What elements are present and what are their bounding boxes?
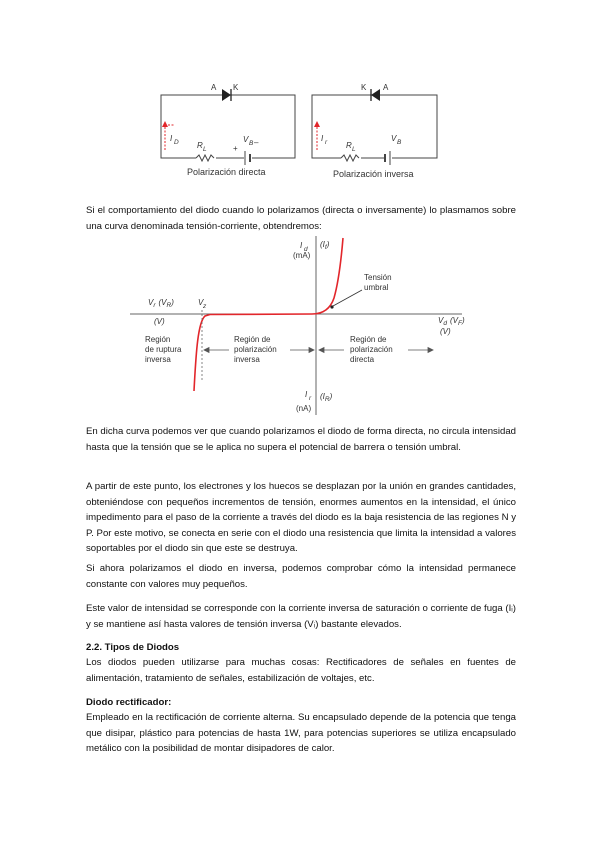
y-neg-label-1-sub: r xyxy=(309,395,312,402)
circuit-diagrams xyxy=(0,0,600,200)
diode-icon xyxy=(222,89,231,101)
inverse-current-label: I xyxy=(321,134,324,143)
x-pos-label: $V_d$ $(V_F)$ xyxy=(438,316,465,327)
inverse-bias-circuit xyxy=(312,83,437,179)
region-direct-line3: directa xyxy=(350,355,375,364)
paragraph-6: Empleado en la rectificación de corriente alterna. Su encapsulado depende de la potencia que tenga que disipar, plástico para potencias de hasta 1W, para potencias superiores se utiliza encapsulado metálico con la posibilidad de montar disipadores de calor. xyxy=(86,712,516,755)
inverse-source-label: V xyxy=(391,134,397,143)
section-heading: 2.2. Tipos de Diodos xyxy=(86,642,180,653)
x-neg-unit: (V) xyxy=(154,317,165,326)
y-neg-unit: (nA) xyxy=(296,404,312,413)
direct-anode-label: A xyxy=(211,83,217,92)
region-direct-line1: Región de xyxy=(350,335,387,344)
y-pos-label-1-sub: d xyxy=(304,246,308,253)
direct-plus: + xyxy=(233,144,238,153)
threshold-label-1: Tensión xyxy=(364,273,392,282)
region-inverse xyxy=(234,335,277,364)
region-breakdown-line2: de ruptura xyxy=(145,345,182,354)
diode-icon xyxy=(371,89,380,101)
direct-resistor-label: R xyxy=(197,141,203,150)
region-breakdown-line1: Región xyxy=(145,335,171,344)
subheading-rectifier: Diodo rectificador: xyxy=(86,697,172,708)
threshold-pointer xyxy=(333,290,362,306)
y-pos-label-2: $(I_f)$ xyxy=(320,240,330,251)
region-breakdown xyxy=(145,335,182,364)
threshold-label-2: umbral xyxy=(364,283,389,292)
region-direct-line2: polarización xyxy=(350,345,393,354)
vz-label: V xyxy=(198,298,204,307)
intro-paragraph: Si el comportamiento del diodo cuando lo polarizamos (directa o inversamente) lo plasmamos sobre una curva denominada tensión-corriente, obtendremos: xyxy=(86,205,516,232)
inverse-resistor-sub: L xyxy=(352,146,356,153)
inverse-resistor-label: R xyxy=(346,141,352,150)
inverse-current-sub: r xyxy=(325,139,328,146)
region-direct xyxy=(350,335,393,364)
paragraph-3: Si ahora polarizamos el diodo en inversa, podemos comprobar cómo la intensidad permanece constante con valores muy pequeños. xyxy=(86,563,516,590)
y-neg-label-1: I xyxy=(305,390,308,399)
direct-source-sub: B xyxy=(249,140,254,147)
direct-current-sub: D xyxy=(174,139,179,146)
paragraph-2: A partir de este punto, los electrones y los huecos se desplazan por la unión en grandes cantidades, obteniéndose con pequeños incrementos de tensión, enormes aumentos en la intensidad, el único impedimento para el paso de la corriente a través del diodo es la baja resistencia de las regiones N y P. Por este motivo, se conecta en serie con el diodo una resistencia que limita la intensidad a valores soportables por el diodo sin que este se destruya. xyxy=(86,481,516,555)
direct-minus: – xyxy=(254,138,259,147)
region-inverse-line1: Región de xyxy=(234,335,271,344)
direct-resistor-sub: L xyxy=(203,146,207,153)
direct-cathode-label: K xyxy=(233,83,239,92)
paragraph-4: Este valor de intensidad se corresponde con la corriente inversa de saturación o corriente de fuga (Iᵢ) y se mantiene así hasta valores de tensión inversa (Vᵢ) bastante elevados. xyxy=(86,603,516,630)
vz-sub: z xyxy=(203,303,207,310)
region-breakdown-line3: inversa xyxy=(145,355,171,364)
y-neg-label-2: $(I_R)$ xyxy=(320,392,333,403)
paragraph-1: En dicha curva podemos ver que cuando polarizamos el diodo de forma directa, no circula intensidad hasta que la tensión que se le aplica no supera el potencial de barrera o tensión umbral. xyxy=(86,426,516,453)
inverse-cathode-label: K xyxy=(361,83,367,92)
x-neg-label: $V_r$ $(V_R)$ xyxy=(148,298,174,309)
direct-source-label: V xyxy=(243,135,249,144)
region-inverse-line3: inversa xyxy=(234,355,260,364)
x-pos-unit: (V) xyxy=(440,327,451,336)
direct-bias-circuit xyxy=(161,83,295,177)
direct-current-label: I xyxy=(170,134,173,143)
inverse-anode-label: A xyxy=(383,83,389,92)
inverse-caption: Polarización inversa xyxy=(333,169,414,179)
region-inverse-line2: polarización xyxy=(234,345,277,354)
direct-caption: Polarización directa xyxy=(187,167,266,177)
y-pos-unit: (mA) xyxy=(293,251,311,260)
paragraph-5: Los diodos pueden utilizarse para muchas cosas: Rectificadores de señales en fuentes de alimentación, tratamiento de señales, estabilización de voltajes, etc. xyxy=(86,657,516,684)
iv-curve-diagram xyxy=(0,232,600,422)
inverse-source-sub: B xyxy=(397,139,402,146)
y-pos-label-1: I xyxy=(300,241,303,250)
